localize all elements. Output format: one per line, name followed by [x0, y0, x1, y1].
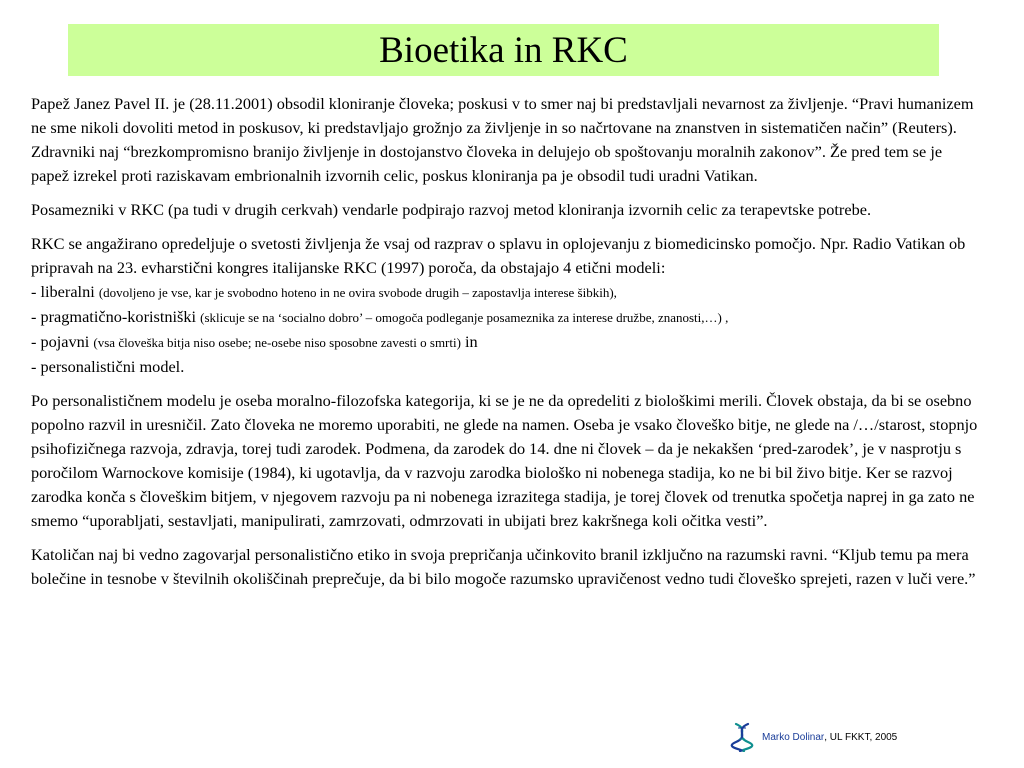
paragraph-4: Po personalističnem modelu je oseba moralno-filozofska kategorija, ki se je ne da opredeliti z biološkimi merili. Človek obstaja, da bi se osebno popolno razvil in uresničil. Zato človeka ne moremo uporabiti, ne glede na namen. Oseba je vsako človeško bitje, ne glede na /…/starost, stopnjo psihofizičnega razvoja, zdravja, torej tudi zarodek. Podmena, da zarodek do 14. dne ni človek – da je nekakšen ‘pred-zarodek’, je v nasprotju s poročilom Warnockove komisije (1984), ki ugotavlja, da v razvoju zarodka biološko ni nobenega stadija, ko ne bi bil živo bitje. Ker se razvoj zarodka konča s človeškim bitjem, v njegovem razvoju pa ni nobenega izrazitega stadija, je torej človek od trenutka spočetja naprej in ga zato ne smemo “uporabljati, sestavljati, manipulirati, zamrzovati, odmrzovati in ubijati brez kakršnega koli očitka vesti”.	[31, 391, 978, 530]
dna-helix-icon	[730, 722, 754, 752]
paragraph-2: Posamezniki v RKC (pa tudi v drugih cerkvah) vendarle podpirajo razvoj metod kloniranja izvornih celic za terapevtske potrebe.	[31, 200, 872, 219]
footer-author: Marko Dolinar	[762, 731, 825, 743]
page-title: Bioetika in RKC	[379, 29, 628, 71]
footer	[730, 722, 897, 752]
model-pragmatic-note: (sklicuje se na ‘socialno dobro’ – omogoča podleganje posameznika za interese družbe, znanosti,…) ,	[200, 310, 729, 325]
model-pragmatic: - pragmatično-koristniški	[31, 307, 197, 326]
model-personalist: - personalistični model.	[31, 357, 185, 376]
model-liberal-note: (dovoljeno je vse, kar je svobodno hoteno in ne ovira svobode drugih – zapostavlja interese šibkih),	[98, 285, 617, 300]
paragraph-3	[31, 232, 981, 379]
title-bar	[68, 24, 939, 76]
footer-institution: , UL FKKT, 2005	[824, 731, 898, 743]
paragraph-5: Katoličan naj bi vedno zagovarjal personalistično etiko in svoja prepričanja učinkovito branil izključno na razumski ravni. “Kljub temu pa mera bolečine in tesnobe v številnih okoliščinah preprečuje, da bi bilo mogoče razumsko upravičenost vedno tudi človeško sprejeti, razen v luči vere.”	[31, 545, 976, 588]
model-phenomenal: - pojavni	[31, 332, 90, 351]
model-phenomenal-note: (vsa človeška bitja niso osebe; ne-osebe niso sposobne zavesti o smrti)	[93, 335, 461, 350]
model-liberal: - liberalni	[31, 282, 95, 301]
slide-body	[31, 92, 981, 601]
model-phenomenal-tail: in	[465, 332, 478, 351]
paragraph-1: Papež Janez Pavel II. je (28.11.2001) obsodil kloniranje človeka; poskusi v to smer naj bi predstavljali nevarnost za življenje. “Pravi humanizem ne sme nikoli dovoliti metod in poskusov, ki predstavljajo grožnjo za življenje in so načrtovane na znanstven in sistematičen način” (Reuters). Zdravniki naj “brezkompromisno branijo življenje in dostojanstvo človeka in delujejo ob spoštovanju moralnih zakonov”. Že pred tem se je papež izrekel proti raziskavam embrionalnih izvornih celic, poskus kloniranja pa je obsodil tudi uradni Vatikan.	[31, 94, 974, 185]
paragraph-3-intro: RKC se angažirano opredeljuje o svetosti življenja že vsaj od razprav o splavu in oplojevanju z biomedicinsko pomočjo. Npr. Radio Vatikan ob pripravah na 23. evharstični kongres italijanske RKC (1997) poroča, da obstajajo 4 etični modeli:	[31, 234, 966, 277]
